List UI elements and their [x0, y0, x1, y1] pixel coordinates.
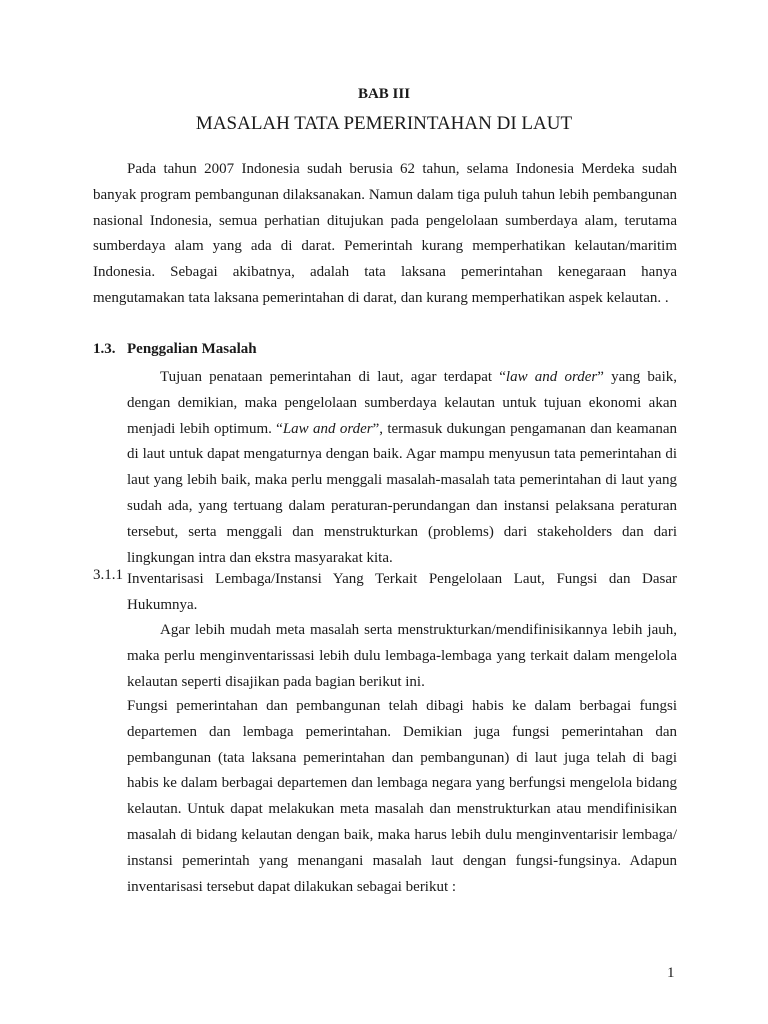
subsection-number: 3.1.1 — [93, 567, 123, 583]
chapter-title: MASALAH TATA PEMERINTAHAN DI LAUT — [195, 113, 573, 134]
text-segment: Tujuan penataan pemerintahan di laut, agar terdapat “ — [160, 369, 506, 385]
text-segment: ” yang baik, dengan demikian, maka pengelolaan sumberdaya kelautan untuk tujuan ekonomi akan menjadi lebih optimum. “ — [127, 369, 678, 437]
section-paragraph — [127, 365, 677, 571]
italic-term: Law and order — [282, 420, 373, 437]
subsection-paragraph: Agar lebih mudah meta masalah serta menstrukturkan/mendifinisikannya lebih jauh, maka perlu menginventarissasi lebih dulu lembaga-lembaga yang terkait dalam mengelola kelautan seperti disajikan pada bagian berikut ini. — [127, 622, 677, 690]
chapter-heading: BAB III — [357, 86, 411, 102]
italic-term: law and order — [505, 369, 598, 385]
subsection-title: Inventarisasi Lembaga/Instansi Yang Terkait Pengelolaan Laut, Fungsi dan Dasar Hukumnya. — [127, 571, 677, 613]
section-number: 1.3. — [93, 341, 116, 357]
text-segment: ”, termasuk dukungan pengamanan dan keamanan di laut untuk dapat mengaturnya dengan baik. Agar mampu menyusun tata pemerintahan di laut yang lebih baik, maka perlu menggali masalah-masalah tata pemerintahan di laut yang sudah ada, yang tertuang dalam peraturan-perundangan dan instansi pelaksana peraturan tersebut, serta menggali dan menstrukturkan (problems) dari stakeholders dan dari lingkungan intra dan ekstra masyarakat kita. — [127, 420, 677, 566]
section-title: Penggalian Masalah — [127, 341, 257, 357]
subsection-paragraph: Fungsi pemerintahan dan pembangunan telah dibagi habis ke dalam berbagai fungsi departemen dan lembaga pemerintahan. Demikian juga fungsi pemerintahan dan pembangunan (tata laksana pemerintahan dan pembangunan) di laut juga telah di bagi habis ke dalam berbagai departemen dan lembaga negara yang berfungsi mengelola bidang kelautan. Untuk dapat melakukan meta masalah dan menstrukturkan atau mendifinisikan masalah di bidang kelautan dengan baik, maka harus lebih dulu menginventarisir lembaga/ instansi pemerintah yang menangani masalah laut dengan fungsi-fungsinya. Adapun inventarisasi tersebut dapat dilakukan sebagai berikut : — [127, 698, 677, 895]
intro-paragraph: Pada tahun 2007 Indonesia sudah berusia 62 tahun, selama Indonesia Merdeka sudah banyak program pembangunan dilaksanakan. Namun dalam tiga puluh tahun lebih pembangunan nasional Indonesia, semua perhatian ditujukan pada pengelolaan sumberdaya alam, terutama sumberdaya alam yang ada di darat. Pemerintah kurang memperhatikan kelautan/maritim Indonesia. Sebagai akibatnya, adalah tata laksana pemerintahan kenegaraan hanya mengutamakan tata laksana pemerintahan di darat, dan kurang memperhatikan aspek kelautan. . — [93, 161, 677, 306]
page-number: 1 — [667, 965, 675, 981]
